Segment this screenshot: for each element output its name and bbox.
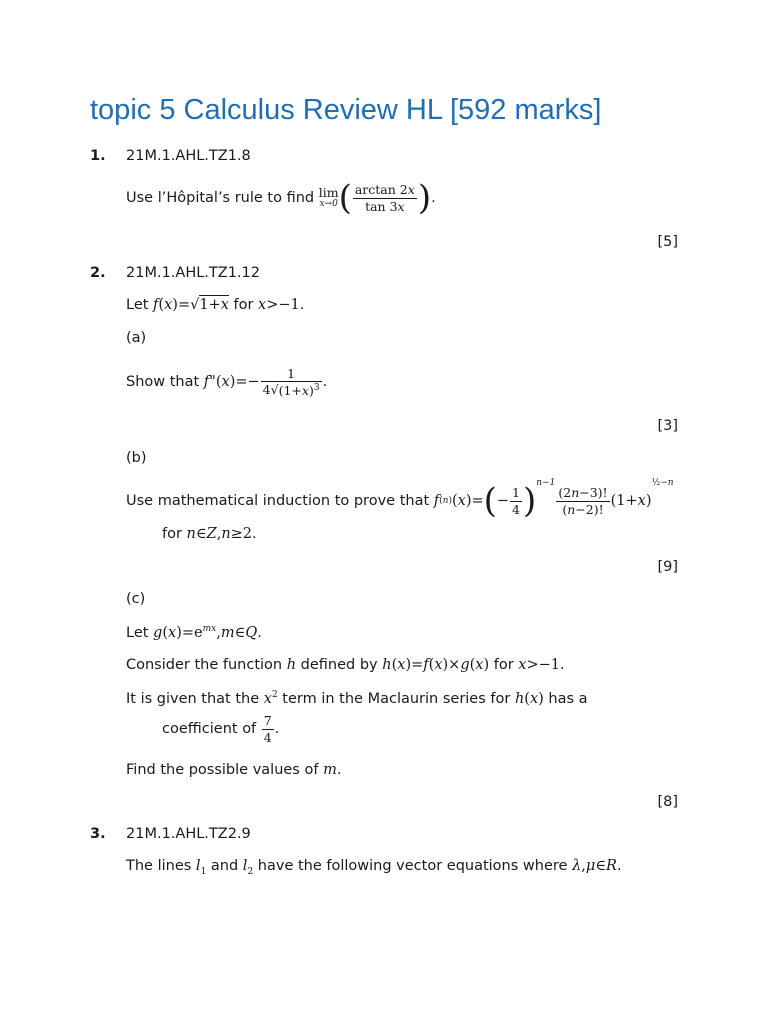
part-a-prompt: Show that f "( x )=− $\frac{1}{4√(1+x)^3}$ .	[126, 366, 328, 398]
part-b-condition: for n∈Z,n≥2.	[162, 526, 257, 542]
question-code: 21M.1.AHL.TZ1.8	[126, 148, 251, 164]
question-code: 21M.1.AHL.TZ2.9	[126, 826, 251, 842]
marks-label: [5]	[657, 234, 678, 250]
part-label: (b)	[126, 450, 147, 466]
part-c-find: Find the possible values of m.	[126, 762, 342, 778]
question-1-prompt: Use l’Hôpital’s rule to find lim x→0 ( $\frac{\arctan 2x}{\tan 3x}$ ) .	[126, 178, 436, 218]
question-number: 1.	[90, 148, 106, 164]
question-2-intro: Let f(x)=√1+x for x>−1.	[126, 297, 305, 313]
marks-label: [3]	[657, 418, 678, 434]
part-c-consider: Consider the function h defined by h(x)=f(x)×g(x) for x>−1.	[126, 657, 565, 673]
question-3-prompt: The lines $l_1$ and $l_2$ have the following vector equations where λ,μ∈R.	[126, 858, 622, 877]
limit-expression: lim x→0	[318, 185, 339, 209]
prompt-text: Use l’Hôpital’s rule to find	[126, 190, 315, 206]
part-label: (c)	[126, 591, 146, 607]
part-c-coefficient: coefficient of $\frac{7}{4}$ .	[162, 713, 280, 745]
part-c-let: Let $g(x)=e^{mx},m\in Q$.	[126, 624, 262, 641]
marks-label: [8]	[657, 794, 678, 810]
question-number: 2.	[90, 265, 106, 281]
page-title: topic 5 Calculus Review HL [592 marks]	[90, 94, 602, 126]
marks-label: [9]	[657, 559, 678, 575]
part-c-given: It is given that the $x^2$ term in the Maclaurin series for h(x) has a	[126, 690, 588, 707]
question-number: 3.	[90, 826, 106, 842]
part-label: (a)	[126, 330, 147, 346]
part-b-prompt: Use mathematical induction to prove that f (n) ( x )= ( − $\frac{1}{4}$ ) $^{n-1}$ $\frac{(2n-3)!}{(n-2)!}$ (1+x) ½−n	[126, 478, 674, 521]
question-code: 21M.1.AHL.TZ1.12	[126, 265, 260, 281]
